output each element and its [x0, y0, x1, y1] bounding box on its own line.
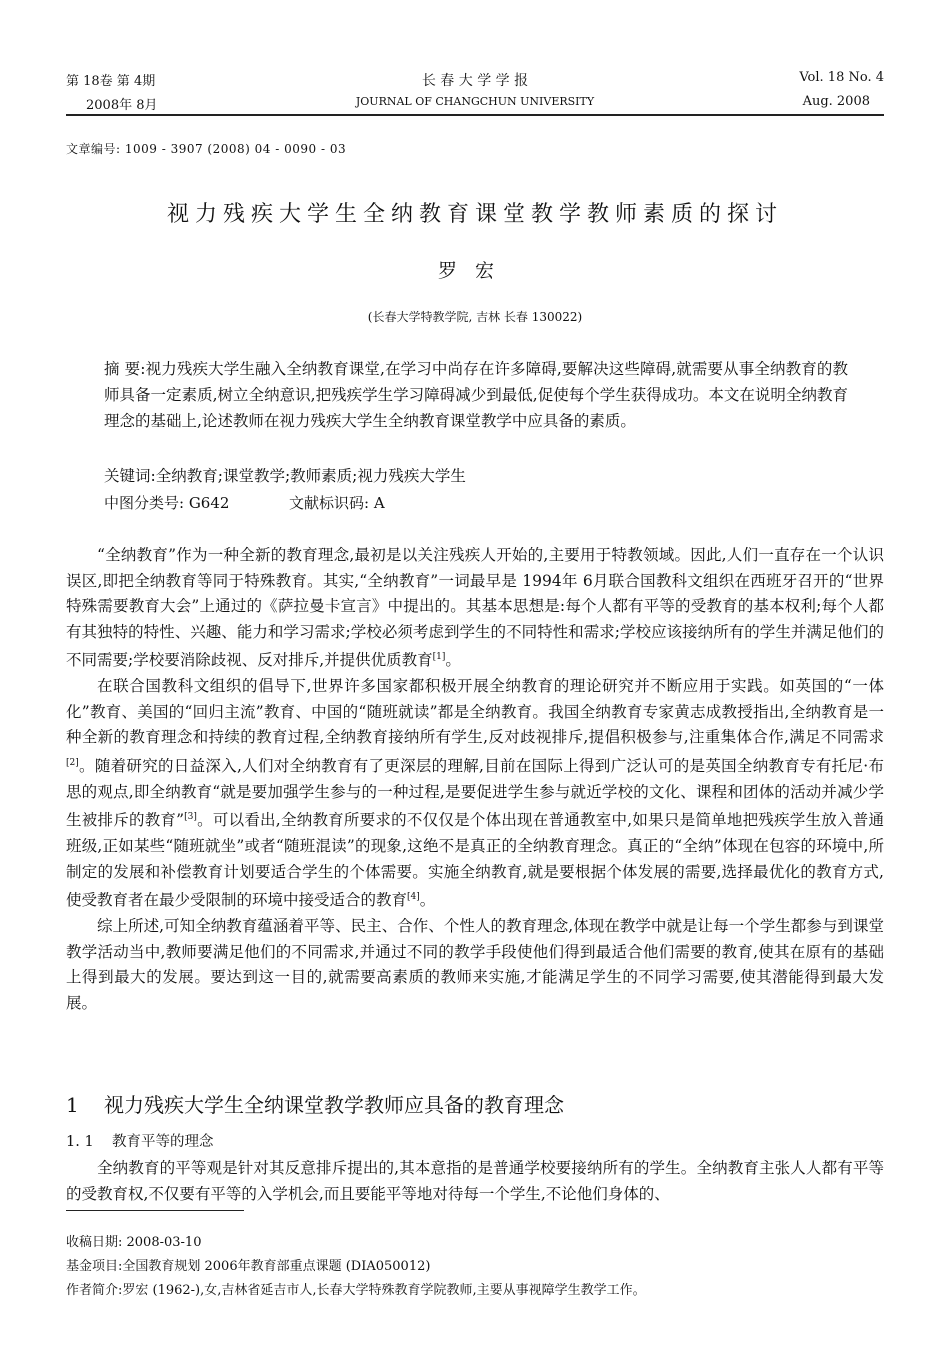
header-month-en: Aug. 2008: [802, 94, 870, 109]
header-volume-issue: 第 18卷 第 4期: [66, 74, 156, 89]
journal-title-en: JOURNAL OF CHANGCHUN UNIVERSITY: [355, 95, 595, 108]
paragraph: “全纳教育”作为一种全新的教育理念,最初是以关注残疾人开始的,主要用于特教领域。因此,人们一直存在一个认识误区,即把全纳教育等同于特殊教育。其实,“全纳教育”一词最早是 1994年 6月联合国教科文组织在西班牙召开的“世界特殊需要教育大会”上通过的《萨拉曼卡宣言》中提出的。其基本思想是:每个人都有平等的受教育的基本权利;每个人都有其独特的特性、兴趣、能力和学习需求;学校必须考虑到学生的不同特性和需求;学校应该接纳所有的学生并满足他们的不同需要;学校要消除歧视、反对排斥,并提供优质教育[1]。: [66, 546, 884, 670]
subsection-heading: 1. 1 教育平等的理念: [66, 1134, 214, 1150]
citation: [2]: [66, 757, 79, 768]
document-code: 文献标识码: A: [289, 494, 385, 512]
paragraph: 全纳教育的平等观是针对其反意排斥提出的,其本意指的是普通学校要接纳所有的学生。全纳教育主张人人都有平等的受教育权,不仅要有平等的入学机会,而且要能平等地对待每一个学生,不论他们身体的、: [66, 1159, 884, 1203]
citation: [4]: [407, 892, 420, 903]
footnote-rule: [66, 1210, 244, 1211]
section-body: [66, 1156, 884, 1207]
header-date: 2008年 8月: [86, 98, 158, 113]
classification-number: 中图分类号: G642: [104, 494, 230, 512]
paragraph: 综上所述,可知全纳教育蕴涵着平等、民主、合作、个性人的教育理念,体现在教学中就是让每一个学生都参与到课堂教学活动当中,教师要满足他们的不同需求,并通过不同的教学手段使他们得到最适合他们需要的教育,使其在原有的基础上得到最大的发展。要达到这一目的,就需要高素质的教师来实施,才能满足学生的不同学习需要,使其潜能得到最大发展。: [66, 916, 884, 1012]
author-bio: 作者简介:罗宏 (1962-),女,吉林省延吉市人,长春大学特殊教育学院教师,主要从事视障学生教学工作。: [66, 1283, 646, 1298]
affiliation: (长春大学特教学院, 吉林 长春 130022): [367, 310, 583, 324]
header-vol-no: Vol. 18 No. 4: [799, 70, 884, 85]
journal-title-cn: 长 春 大 学 学 报: [421, 73, 529, 89]
received-date: 收稿日期: 2008-03-10: [66, 1235, 202, 1250]
keywords: 关键词:全纳教育;课堂教学;教师素质;视力残疾大学生: [104, 467, 466, 485]
header-rule: [66, 114, 884, 116]
abstract: 摘 要:视力残疾大学生融入全纳教育课堂,在学习中尚存在许多障碍,要解决这些障碍,就需要从事全纳教育的教师具备一定素质,树立全纳意识,把残疾学生学习障碍减少到最低,促使每个学生获得成功。本文在说明全纳教育理念的基础上,论述教师在视力残疾大学生全纳教育课堂教学中应具备的素质。: [104, 360, 848, 430]
classification-line: [104, 492, 385, 513]
article-number: 文章编号: 1009 - 3907 (2008) 04 - 0090 - 03: [66, 142, 347, 156]
body-text: [66, 543, 884, 1016]
fund-info: 基金项目:全国教育规划 2006年教育部重点课题 (DIA050012): [66, 1259, 431, 1274]
author-name: 罗宏: [437, 260, 512, 282]
citation: [3]: [184, 812, 197, 823]
section-heading: 1 视力残疾大学生全纳课堂教学教师应具备的教育理念: [66, 1093, 564, 1117]
citation: [1]: [432, 652, 446, 663]
paper-title: 视力残疾大学生全纳教育课堂教学教师素质的探讨: [166, 202, 783, 227]
paragraph: 在联合国教科文组织的倡导下,世界许多国家都积极开展全纳教育的理论研究并不断应用于实践。如英国的“一体化”教育、美国的“回归主流”教育、中国的“随班就读”都是全纳教育。我国全纳教育专家黄志成教授指出,全纳教育是一种全新的教育理念和持续的教育过程,全纳教育接纳所有学生,反对歧视排斥,提倡积极参与,注重集体合作,满足不同需求[2]。随着研究的日益深入,人们对全纳教育有了更深层的理解,目前在国际上得到广泛认可的是英国全纳教育专有托尼·布思的观点,即全纳教育“就是要加强学生参与的一种过程,是要促进学生参与就近学校的文化、课程和团体的活动并减少学生被排斥的教育”[3]。可以看出,全纳教育所要求的不仅仅是个体出现在普通教室中,如果只是简单地把残疾学生放入普通班级,正如某些“随班就坐”或者“随班混读”的现象,这绝不是真正的全纳教育理念。真正的“全纳”体现在包容的环境中,所制定的发展和补偿教育计划要适合学生的个体需要。实施全纳教育,就是要根据个体发展的需要,选择最优化的教育方式,使受教育者在最少受限制的环境中接受适合的教育[4]。: [66, 677, 884, 910]
